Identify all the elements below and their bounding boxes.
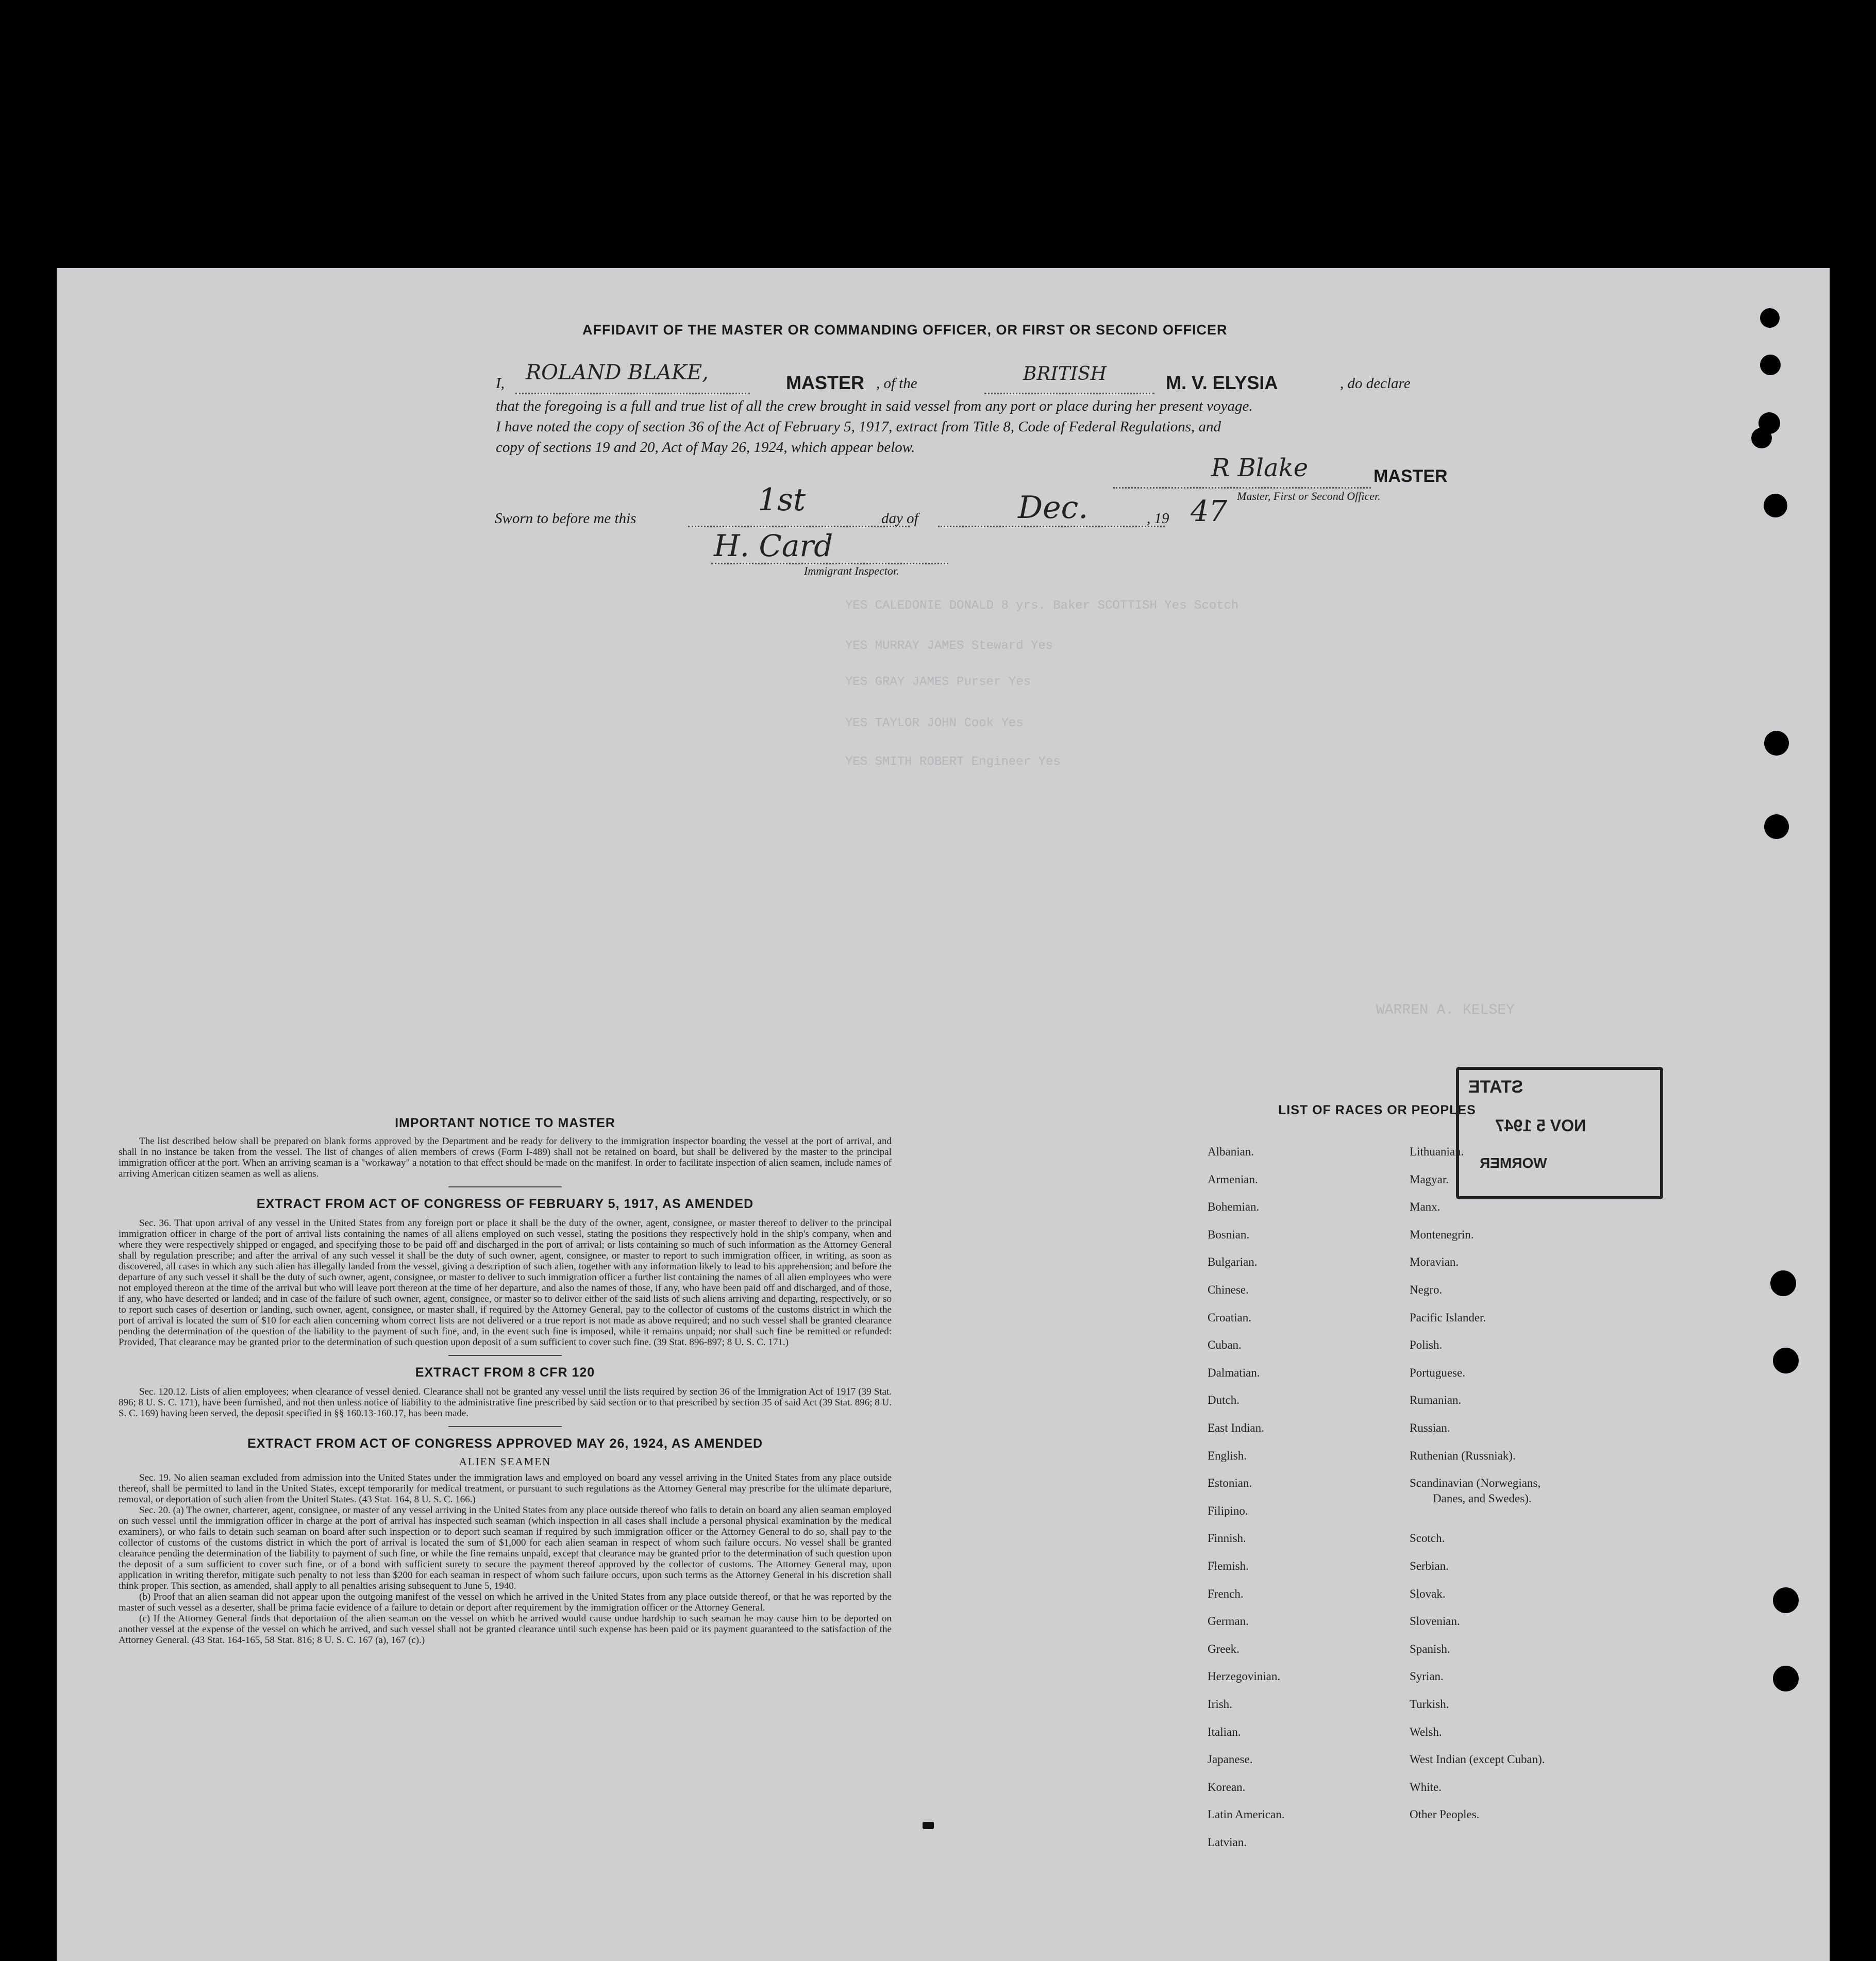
nationality: BRITISH (1023, 363, 1107, 384)
race-item: Turkish. (1410, 1698, 1449, 1711)
race-item: Slovak. (1410, 1587, 1446, 1600)
year-suffix: 47 (1191, 495, 1228, 528)
race-item: Estonian. (1208, 1477, 1252, 1490)
race-item: Dutch. (1208, 1394, 1239, 1407)
fill-line (688, 526, 910, 527)
signature-caption: Master, First or Second Officer. (1237, 490, 1381, 502)
inspector-caption: Immigrant Inspector. (804, 564, 899, 577)
bleed-through-row: YES GRAY JAMES Purser Yes (845, 675, 1031, 689)
race-item: West Indian (except Cuban). (1410, 1753, 1545, 1766)
affidavit-line-4: copy of sections 19 and 20, Act of May 26, 1924, which appear below. (496, 439, 915, 456)
bleed-through-row: YES MURRAY JAMES Steward Yes (845, 639, 1053, 653)
fill-line (515, 393, 750, 394)
port-stamp (1456, 1067, 1663, 1199)
bleed-through-stamp: WARREN A. KELSEY (1376, 1002, 1515, 1018)
binder-hole (1760, 308, 1780, 328)
sworn-day: 1st (758, 482, 806, 518)
race-item: Other Peoples. (1410, 1808, 1480, 1821)
bleed-through-row: YES SMITH ROBERT Engineer Yes (845, 755, 1061, 769)
rank-text: MASTER (786, 372, 864, 393)
race-item: Irish. (1208, 1698, 1232, 1711)
extract-1924-sec19: Sec. 19. No alien seaman excluded from admission into the United States under the immigration laws and employed on board any vessel arriving in the United States from any place outside thereof, shall be permitted to land in the United States, except temporarily for medical treatment, or pursuant to such regulations as the Attorney General may prescribe for the ultimate departure, removal, or deportation of such alien from the United States. (43 Stat. 164, 8 U. S. C. 166.) (119, 1472, 892, 1505)
race-item: Moravian. (1410, 1255, 1459, 1269)
affidavit-line-3: I have noted the copy of section 36 of the Act of February 5, 1917, extract from Title 8, Code of Federal Regulations, and (496, 418, 1221, 435)
race-item: Korean. (1208, 1780, 1246, 1794)
binder-hole (1764, 494, 1787, 517)
race-item: Chinese. (1208, 1283, 1249, 1296)
divider (448, 1355, 562, 1356)
races-title: LIST OF RACES OR PEOPLES (1278, 1103, 1476, 1117)
race-item: Scotch. (1410, 1532, 1445, 1545)
extract-cfr-text: Sec. 120.12. Lists of alien employees; when clearance of vessel denied. Clearance shall not be granted any vessel until the lists required by section 36 of the Immigration Act of 1917 (39 Stat. 896; 8 U. S. C. 171), have been furnished, and not then unless notice of liability to the administrative fine prescribed by said section or to that prescribed by section 35 of said Act (39 Stat. 896; 8 U. S. C. 169) having been served, the deposit specified in §§ 160.13-160.17, has been made. (119, 1386, 892, 1419)
ink-mark (923, 1822, 934, 1829)
race-item: Bosnian. (1208, 1228, 1250, 1241)
binder-hole (1773, 1587, 1799, 1613)
divider (448, 1426, 562, 1427)
race-item: Finnish. (1208, 1532, 1246, 1545)
day-of-label: day of (881, 510, 918, 527)
binder-hole (1773, 1348, 1799, 1373)
race-item: English. (1208, 1449, 1247, 1462)
notice-title: IMPORTANT NOTICE TO MASTER (395, 1116, 615, 1130)
extract-1924-sec20a: Sec. 20. (a) The owner, charterer, agent, consignee, or master of any vessel arriving in the United States from any place outside thereof who fails to detain on board any alien seaman employed on such vessel until the immigration officer in charge at the port of arrival has inspected such seaman (which inspection in all cases shall include a personal physical examination by the medical examiners), or who fails to detain such seaman on board after such inspection or to deport such seaman if required by such immigration officer or the Attorney General to do so, shall pay to the collector of customs of the customs district in which the port of arrival is located the sum of $1,000 for each alien seaman in respect of whom such failure occurs. No vessel shall be granted clearance pending the determination of the liability to payment of such fine, or while the fine remains unpaid, except that clearance may be granted prior to the determination of such question upon the deposit of a sum sufficient to cover such fine, or of a bond with sufficient surety to secure the payment thereof approved by the collector of customs. The Attorney General may, upon application in writing therefor, mitigate such penalty to not less than $200 for each seaman in respect of whom such failure occurs, upon such terms as the Attorney General in his discretion shall think proper. This section, as amended, shall apply to all penalties arising subsequent to June 5, 1940. (119, 1505, 892, 1591)
binder-hole (1770, 1270, 1796, 1296)
affidavit-line-2: that the foregoing is a full and true list of all the crew brought in said vessel from any port or place during her present voyage. (496, 398, 1253, 414)
race-item: Italian. (1208, 1725, 1241, 1738)
binder-hole (1751, 428, 1772, 448)
year-prefix: , 19 (1147, 510, 1169, 527)
race-item: Portuguese. (1410, 1366, 1465, 1379)
race-item: Cuban. (1208, 1338, 1242, 1352)
binder-hole (1764, 731, 1789, 756)
binder-hole (1764, 814, 1789, 839)
race-item: Bohemian. (1208, 1200, 1260, 1214)
extract-1917-title: EXTRACT FROM ACT OF CONGRESS OF FEBRUARY 5, 1917, AS AMENDED (256, 1197, 754, 1211)
race-item: Manx. (1410, 1200, 1440, 1214)
race-item: Pacific Islander. (1410, 1311, 1486, 1324)
master-signature: R Blake (1211, 454, 1309, 482)
race-item: Serbian. (1410, 1560, 1449, 1572)
race-item: Dalmatian. (1208, 1366, 1260, 1379)
race-item: Filipino. (1208, 1504, 1248, 1517)
race-item: East Indian. (1208, 1421, 1264, 1434)
sworn-label: Sworn to before me this (495, 510, 636, 527)
stamp-line-3: WORMER (1480, 1155, 1547, 1171)
extract-1924-subtitle: ALIEN SEAMEN (459, 1455, 551, 1468)
race-item: Lithuanian. (1410, 1145, 1464, 1158)
race-item: Greek. (1208, 1642, 1239, 1655)
race-item: Russian. (1410, 1421, 1450, 1434)
extract-1917-text: Sec. 36. That upon arrival of any vessel in the United States from any foreign port or place it shall be the duty of the owner, agent, consignee, or master thereof to deliver to the principal immigration officer in charge of the port of arrival lists containing the names of all aliens employed on such vessel, stating the positions they respectively hold in the ship's company, when and where they were respectively shipped or engaged, and specifying those to be paid off and discharged in the port of arrival; or lists containing so much of such information as the Attorney General shall by regulation prescribe; and after the arrival of any such vessel it shall be the duty of such owner, agent, consignee, or master to report to such immigration officer, in writing, as soon as discovered, all cases in which any such alien has illegally landed from the vessel, giving a description of such alien, together with any information likely to lead to his apprehension; and before the departure of any such vessel it shall be the duty of such owner, agent, consignee, or master to deliver to such immigration officer a further list containing the names of all alien employees who were not employed thereon at the time of the arrival but who will leave port thereon at the time of her departure, and also the names of those, if any, who have been paid off and discharged, and of those, if any, who have deserted or landed; and in case of the failure of such owner, agent, consignee, or master so to deliver either of the said lists of such aliens arriving and departing, respectively, or so to report such cases of desertion or landing, such owner, agent, consignee, or master shall, if required by the Attorney General, pay to the collector of customs of the customs district in which the port of arrival is located the sum of $10 for each alien concerning whom correct lists are not delivered or a true report is not made as above required; and no such vessel shall be granted clearance pending the determination of the question of the liability to the payment of such fine, and, in the event such fine is imposed, while it remains unpaid; nor shall such fine be remitted or refunded: Provided, That clearance may be granted prior to the determination of such question upon deposit of a sum sufficient to cover such fine. (39 Stat. 896-897; 8 U. S. C. 171.) (119, 1218, 892, 1348)
race-item: Welsh. (1410, 1725, 1442, 1738)
race-item: Japanese. (1208, 1753, 1253, 1766)
race-item: Latin American. (1208, 1808, 1285, 1821)
stamp-line-1: STATE (1468, 1077, 1523, 1097)
race-item: Polish. (1410, 1338, 1443, 1352)
of-the-label: , of the (876, 375, 917, 392)
race-item: White. (1410, 1780, 1442, 1794)
legal-column (119, 1116, 892, 1646)
race-item: Scandinavian (Norwegians, (1410, 1477, 1541, 1490)
race-item: Magyar. (1410, 1172, 1449, 1186)
bleed-through-row: YES TAYLOR JOHN Cook Yes (845, 716, 1024, 730)
fill-line (938, 526, 1165, 527)
notice-text: The list described below shall be prepared on blank forms approved by the Department and be ready for delivery to the immigration inspector boarding the vessel at the port of arrival, and shall in no instance be taken from the vessel. The list of changes of alien members of crews (Form I-489) shall not be retained on board, but shall be delivered by the master to the principal immigration officer at the port. When an arriving seaman is a "workaway" a notation to that effect should be made on the manifest. In order to facilitate inspection of alien seamen, include names of arriving American citizen seamen as well as aliens. (119, 1136, 892, 1179)
race-item: Spanish. (1410, 1642, 1450, 1655)
signature-line (1113, 487, 1371, 489)
divider (448, 1186, 562, 1187)
master-name: ROLAND BLAKE, (526, 361, 709, 384)
stamp-line-2: NOV 5 1947 (1495, 1116, 1586, 1135)
extract-1924-sec20b: (b) Proof that an alien seaman did not appear upon the outgoing manifest of the vessel on which he arrived in the United States from any place outside thereof, or that he was reported by the master of such vessel as a deserter, shall be prima facie evidence of a failure to detain or deport after requirement by the immigration officer or the Attorney General. (119, 1591, 892, 1613)
binder-hole (1773, 1666, 1799, 1691)
inspector-signature: H. Card (714, 528, 833, 563)
race-item: Herzegovinian. (1208, 1670, 1281, 1683)
extract-1924-sec20c: (c) If the Attorney General finds that deportation of the alien seaman on the vessel on which he arrived would cause undue hardship to such seaman he may cause him to be deported on another vessel at the expense of the vessel on which he arrived, and such vessel shall not be granted clearance until such expense has been paid or its payment guaranteed to the satisfaction of the Attorney General. (43 Stat. 164-165, 58 Stat. 816; 8 U. S. C. 167 (a), 167 (c).) (119, 1613, 892, 1646)
race-item: Negro. (1410, 1283, 1443, 1296)
race-item: Armenian. (1208, 1172, 1258, 1186)
vessel-name: M. V. ELYSIA (1166, 372, 1278, 393)
extract-cfr-title: EXTRACT FROM 8 CFR 120 (415, 1365, 595, 1380)
race-item: Croatian. (1208, 1311, 1251, 1324)
race-item: Danes, and Swedes). (1433, 1492, 1532, 1505)
race-item: Bulgarian. (1208, 1255, 1258, 1269)
race-item: Montenegrin. (1410, 1228, 1474, 1241)
race-item: Albanian. (1208, 1145, 1254, 1158)
extract-1924-title: EXTRACT FROM ACT OF CONGRESS APPROVED MAY 26, 1924, AS AMENDED (247, 1436, 763, 1451)
race-item: Rumanian. (1410, 1394, 1462, 1407)
race-item: Syrian. (1410, 1670, 1444, 1683)
binder-hole (1760, 355, 1781, 375)
race-item: Flemish. (1208, 1560, 1249, 1572)
signature-rank: MASTER (1373, 466, 1448, 486)
i-label: I, (496, 375, 505, 392)
bleed-through-row: YES CALEDONIE DONALD 8 yrs. Baker SCOTTISH Yes Scotch (845, 599, 1239, 613)
race-item: Slovenian. (1410, 1615, 1460, 1628)
fill-line (984, 393, 1154, 394)
affidavit-title: AFFIDAVIT OF THE MASTER OR COMMANDING OFFICER, OR FIRST OR SECOND OFFICER (582, 322, 1228, 338)
race-item: French. (1208, 1587, 1244, 1600)
race-item: Latvian. (1208, 1836, 1247, 1849)
do-declare-label: , do declare (1340, 375, 1411, 392)
race-item: German. (1208, 1615, 1249, 1628)
sworn-month: Dec. (1018, 490, 1088, 526)
race-item: Ruthenian (Russniak). (1410, 1449, 1516, 1462)
